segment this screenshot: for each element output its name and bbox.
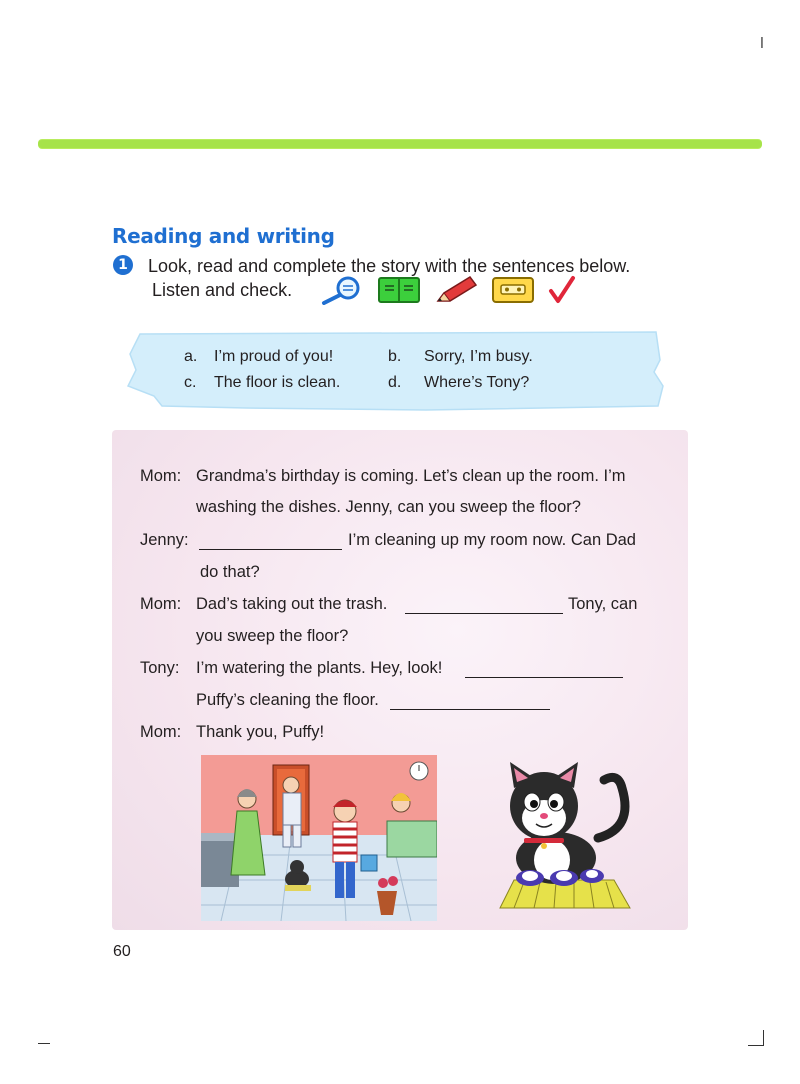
answer-blank-1[interactable] xyxy=(199,549,342,550)
story-line-3: I’m cleaning up my room now. Can Dad xyxy=(348,531,636,549)
answer-blank-3[interactable] xyxy=(465,677,623,678)
choice-d-letter: d. xyxy=(388,374,402,391)
choice-a-text: I’m proud of you! xyxy=(214,348,334,365)
story-line-6: you sweep the floor? xyxy=(196,627,349,645)
crop-mark-bottom-left xyxy=(38,1034,50,1044)
activity-icons xyxy=(318,275,576,310)
instruction-line-1: Look, read and complete the story with the sentences below. xyxy=(148,256,631,276)
answer-choices-box xyxy=(126,330,666,410)
choice-b-letter: b. xyxy=(388,348,402,365)
story-line-5b: Tony, can xyxy=(568,595,638,613)
instruction-line-2: Listen and check. xyxy=(152,280,293,300)
story-line-1: Grandma’s birthday is coming. Let’s clean up the room. I’m xyxy=(196,467,626,485)
story-line-4: do that? xyxy=(200,563,260,581)
cassette-icon xyxy=(492,276,534,309)
answer-blank-4[interactable] xyxy=(390,709,550,710)
choice-c-letter: c. xyxy=(184,374,197,391)
family-cleaning-illustration xyxy=(201,755,437,921)
choice-d-text: Where’s Tony? xyxy=(424,374,530,391)
story-line-7: I’m watering the plants. Hey, look! xyxy=(196,659,443,677)
speaker-mom-2: Mom: xyxy=(140,595,182,613)
crop-mark-bottom-right xyxy=(748,1030,764,1046)
decorative-green-rule xyxy=(38,140,762,148)
checkmark-icon xyxy=(548,275,576,310)
story-line-8: Puffy’s cleaning the floor. xyxy=(196,691,379,709)
book-icon xyxy=(378,276,420,309)
story-line-9: Thank you, Puffy! xyxy=(196,723,325,741)
speaker-mom-1: Mom: xyxy=(140,467,182,485)
choice-c-text: The floor is clean. xyxy=(214,374,341,391)
magnifier-icon xyxy=(318,275,364,310)
speaker-jenny: Jenny: xyxy=(140,531,189,549)
choice-b-text: Sorry, I’m busy. xyxy=(424,348,533,365)
choice-box-shape xyxy=(126,330,666,412)
page-number: 60 xyxy=(113,943,131,960)
choice-a-letter: a. xyxy=(184,348,198,365)
story-line-5a: Dad’s taking out the trash. xyxy=(196,595,388,613)
answer-blank-2[interactable] xyxy=(405,613,563,614)
crop-mark-top-right: l xyxy=(760,36,764,52)
speaker-mom-3: Mom: xyxy=(140,723,182,741)
section-title: Reading and writing xyxy=(112,224,335,248)
pencil-icon xyxy=(434,275,478,310)
story-line-2: washing the dishes. Jenny, can you sweep the floor? xyxy=(196,498,581,516)
puffy-cat-illustration xyxy=(494,758,634,918)
speaker-tony: Tony: xyxy=(140,659,180,677)
exercise-number-badge: 1 xyxy=(113,255,133,275)
